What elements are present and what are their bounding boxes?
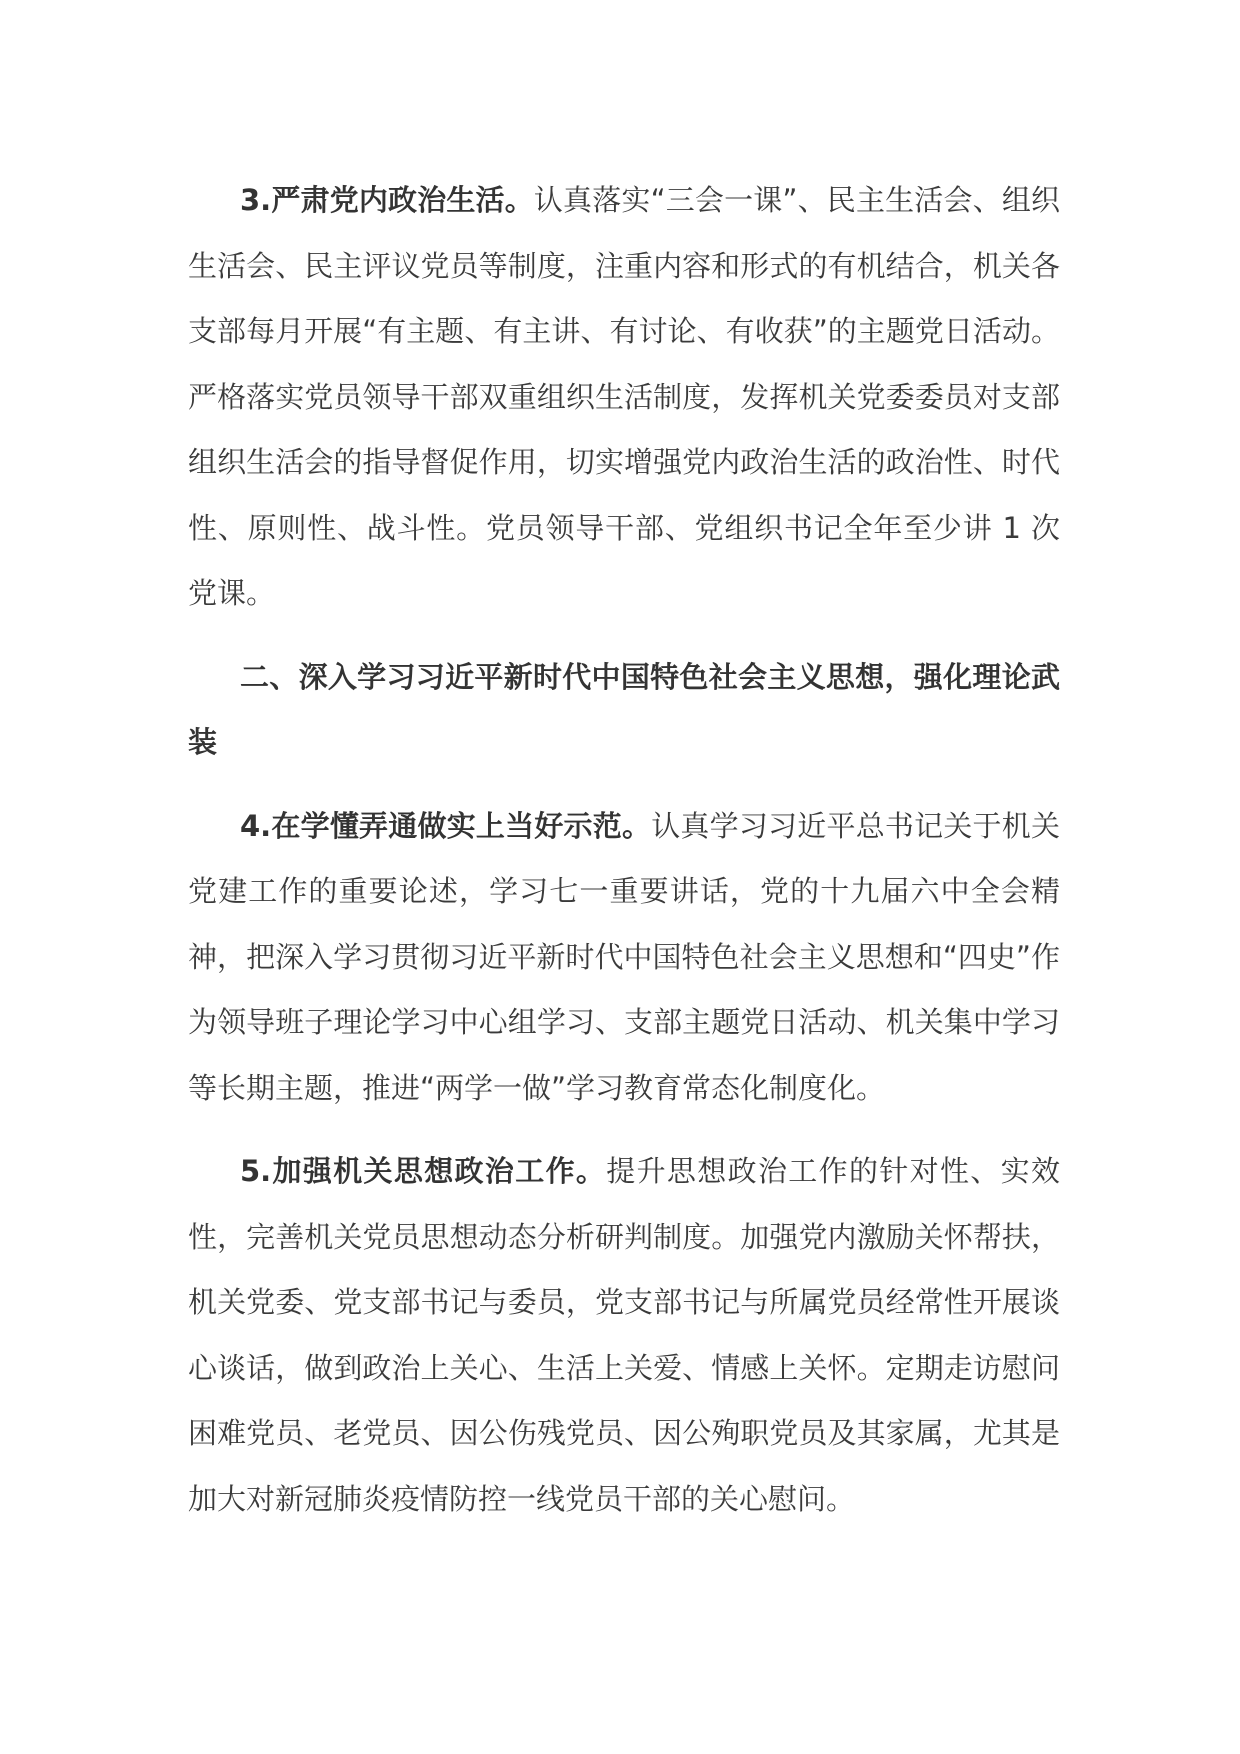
paragraph-5-lead: 5.加强机关思想政治工作。 (240, 1154, 607, 1188)
paragraph-3-body: 认真落实“三会一课”、民主生活会、组织生活会、民主评议党员等制度，注重内容和形式的有机结合，机关各支部每月开展“有主题、有主讲、有讨论、有收获”的主题党日活动。严格落实党员领导干部双重组织生活制度，发挥机关党委委员对支部组织生活会的指导督促作用，切实增强党内政治生活的政治性、时代性、原则性、战斗性。党员领导干部、党组织书记全年至少讲 1 次党课。 (188, 183, 1060, 610)
paragraph-4 (188, 794, 1060, 1122)
paragraph-3 (188, 168, 1060, 627)
paragraph-3-lead: 3.严肃党内政治生活。 (240, 183, 534, 217)
paragraph-4-body: 认真学习习近平总书记关于机关党建工作的重要论述，学习七一重要讲话，党的十九届六中全会精神，把深入学习贯彻习近平新时代中国特色社会主义思想和“四史”作为领导班子理论学习中心组学习、支部主题党日活动、机关集中学习等长期主题，推进“两学一做”学习教育常态化制度化。 (188, 808, 1060, 1105)
section-heading-2: 二、深入学习习近平新时代中国特色社会主义思想，强化理论武装 (188, 659, 1060, 759)
paragraph-4-lead: 4.在学懂弄通做实上当好示范。 (240, 808, 652, 843)
paragraph-5-body: 提升思想政治工作的针对性、实效性，完善机关党员思想动态分析研判制度。加强党内激励关怀帮扶，机关党委、党支部书记与委员，党支部书记与所属党员经常性开展谈心谈话，做到政治上关心、生活上关爱、情感上关怀。定期走访慰问困难党员、老党员、因公伤残党员、因公殉职党员及其家属，尤其是加大对新冠肺炎疫情防控一线党员干部的关心慰问。 (188, 1154, 1060, 1516)
paragraph-5 (188, 1139, 1060, 1532)
document-body (188, 168, 1060, 1532)
